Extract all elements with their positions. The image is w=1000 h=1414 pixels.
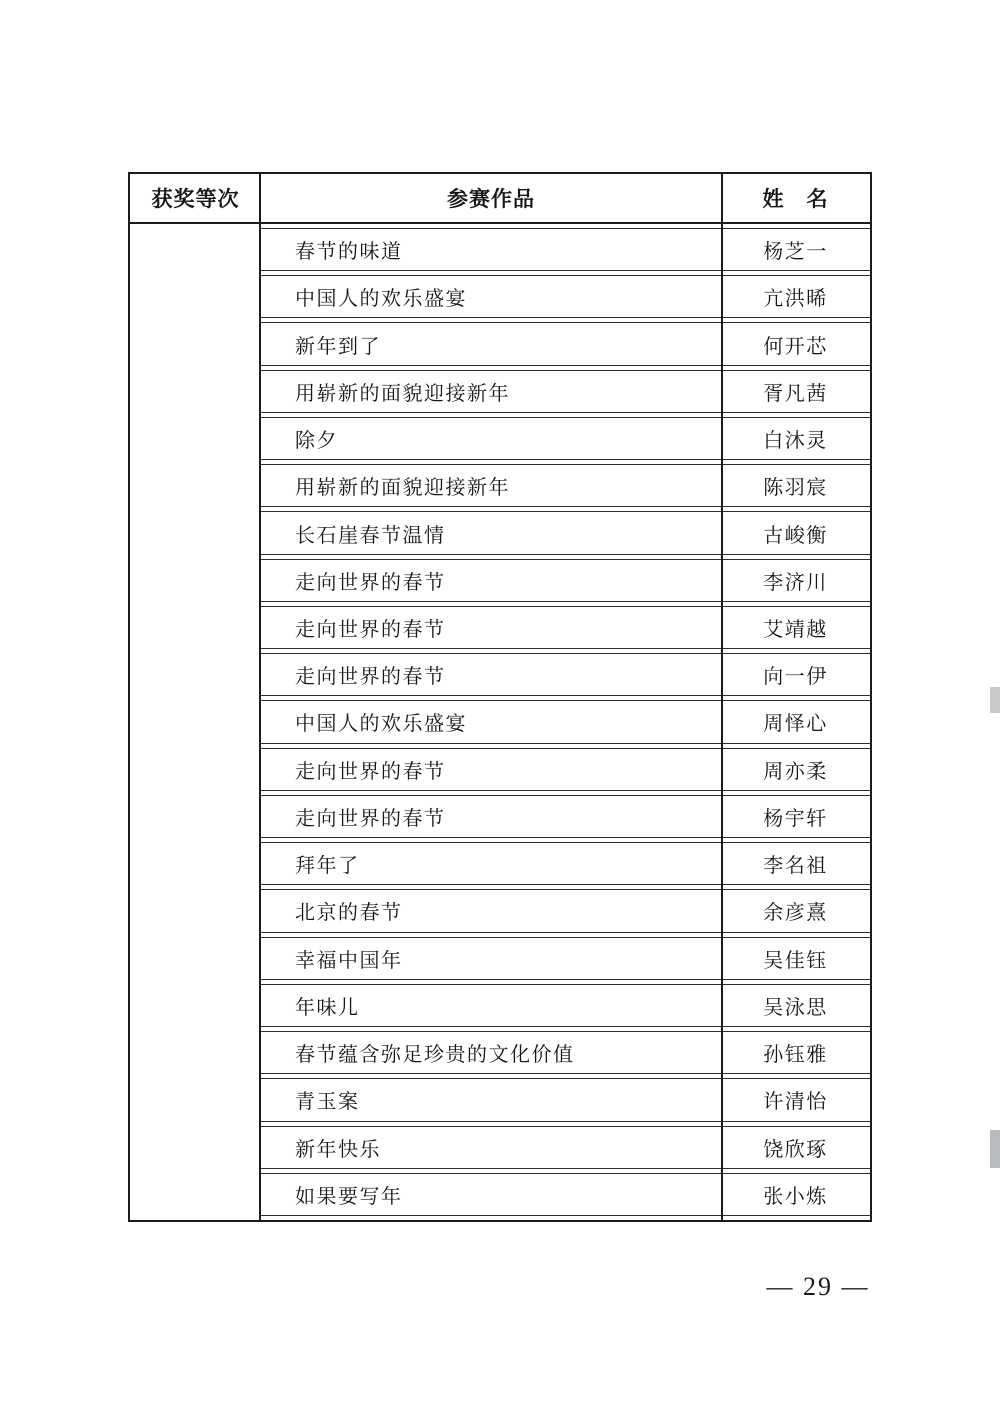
table-row — [261, 748, 870, 791]
entry-work-cell: 用崭新的面貌迎接新年 — [295, 477, 510, 500]
header-award-level: 获奖等次 — [151, 188, 240, 211]
table-row — [261, 417, 870, 460]
header-name: 姓 名 — [762, 188, 829, 211]
table-row — [261, 559, 870, 602]
table-row — [261, 1078, 870, 1121]
author-name-cell: 许清怡 — [763, 1091, 828, 1114]
entry-work-cell: 幸福中国年 — [295, 949, 403, 972]
author-name-cell: 胥凡茜 — [763, 382, 828, 405]
table-row — [261, 889, 870, 932]
entry-work-cell: 年味儿 — [295, 996, 360, 1019]
author-name-cell: 杨宇轩 — [763, 807, 828, 830]
table-header-row — [130, 174, 870, 224]
entry-work-cell: 北京的春节 — [295, 902, 403, 925]
entry-work-cell: 中国人的欢乐盛宴 — [295, 288, 467, 311]
author-name-cell: 孙钰雅 — [763, 1044, 828, 1067]
table-row — [261, 464, 870, 507]
entry-work-cell: 走向世界的春节 — [295, 571, 446, 594]
column-divider-award — [259, 174, 261, 1220]
author-name-cell: 亢洪晞 — [763, 288, 828, 311]
table-row — [261, 653, 870, 696]
award-level-merged-cell — [130, 224, 259, 1220]
author-name-cell: 何开芯 — [763, 335, 828, 358]
author-name-cell: 饶欣琢 — [763, 1138, 828, 1161]
table-row — [261, 1126, 870, 1169]
page-number: — 29 — — [766, 1272, 870, 1301]
author-name-cell: 李名祖 — [763, 855, 828, 878]
entry-work-cell: 拜年了 — [295, 855, 360, 878]
entry-work-cell: 走向世界的春节 — [295, 807, 446, 830]
table-row — [261, 984, 870, 1027]
author-name-cell: 古峻衡 — [763, 524, 828, 547]
author-name-cell: 吴佳钰 — [763, 949, 828, 972]
entry-work-cell: 走向世界的春节 — [295, 619, 446, 642]
author-name-cell: 张小炼 — [763, 1185, 828, 1208]
author-name-cell: 艾靖越 — [763, 619, 828, 642]
table-row — [261, 1031, 870, 1074]
entry-work-cell: 中国人的欢乐盛宴 — [295, 713, 467, 736]
author-name-cell: 白沐灵 — [763, 430, 828, 453]
entry-work-cell: 走向世界的春节 — [295, 760, 446, 783]
table-row — [261, 370, 870, 413]
entry-work-cell: 长石崖春节温情 — [295, 524, 446, 547]
entry-work-cell: 春节蕴含弥足珍贵的文化价值 — [295, 1044, 575, 1067]
table-row — [261, 606, 870, 649]
scroll-indicator-lower[interactable] — [990, 1130, 1000, 1168]
table-row — [261, 700, 870, 743]
award-results-table — [128, 172, 872, 1222]
table-row — [261, 842, 870, 885]
table-row — [261, 937, 870, 980]
entry-work-cell: 青玉案 — [295, 1091, 360, 1114]
entry-work-cell: 走向世界的春节 — [295, 666, 446, 689]
author-name-cell: 余彦熹 — [763, 902, 828, 925]
entry-work-cell: 新年快乐 — [295, 1138, 381, 1161]
author-name-cell: 李济川 — [763, 571, 828, 594]
author-name-cell: 周亦柔 — [763, 760, 828, 783]
table-row — [261, 322, 870, 365]
entry-work-cell: 新年到了 — [295, 335, 381, 358]
author-name-cell: 吴泳思 — [763, 996, 828, 1019]
table-row — [261, 511, 870, 554]
author-name-cell: 杨芝一 — [763, 241, 828, 264]
author-name-cell: 周怿心 — [763, 713, 828, 736]
author-name-cell: 陈羽宸 — [763, 477, 828, 500]
table-row — [261, 228, 870, 271]
column-divider-name — [721, 174, 723, 1220]
entry-work-cell: 如果要写年 — [295, 1185, 403, 1208]
entry-work-cell: 用崭新的面貌迎接新年 — [295, 382, 510, 405]
table-row — [261, 795, 870, 838]
table-row — [261, 275, 870, 318]
table-row — [261, 1173, 870, 1216]
entry-work-cell: 春节的味道 — [295, 241, 403, 264]
header-entry-work: 参赛作品 — [447, 188, 535, 211]
scroll-indicator-upper[interactable] — [990, 687, 1000, 713]
entry-work-cell: 除夕 — [295, 430, 338, 453]
table-body — [261, 224, 870, 1220]
author-name-cell: 向一伊 — [763, 666, 828, 689]
